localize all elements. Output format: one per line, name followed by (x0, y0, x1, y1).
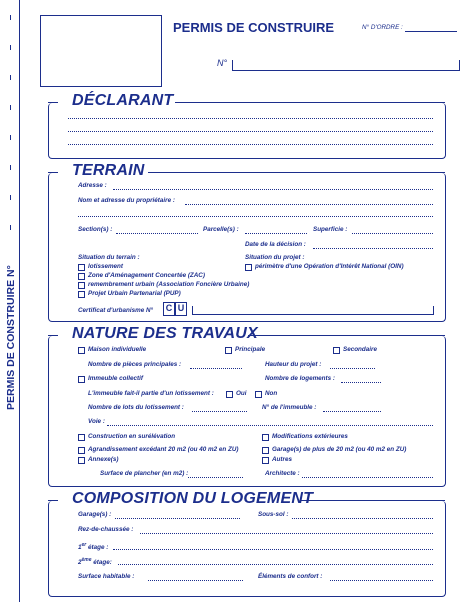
principale-label: Principale (235, 346, 266, 353)
cb-pup[interactable] (78, 291, 85, 298)
opt-zac: Zone d'Aménagement Concertée (ZAC) (88, 272, 205, 279)
nombre-lots-field[interactable] (192, 411, 247, 412)
nombre-lots-label: Nombre de lots du lotissement : (88, 404, 184, 411)
cb-agrandissement[interactable] (78, 447, 85, 454)
etage2-field[interactable] (118, 564, 433, 565)
proprietaire-label: Nom et adresse du propriétaire : (78, 197, 175, 204)
cb-principale[interactable] (225, 347, 232, 354)
annexes-label: Annexe(s) (88, 456, 119, 463)
opt-oin: périmètre d'une Opération d'Intérêt National (OIN) (255, 263, 404, 270)
cb-secondaire[interactable] (333, 347, 340, 354)
number-field[interactable] (232, 60, 460, 71)
adresse-label: Adresse : (78, 182, 107, 189)
autres-label: Autres (272, 456, 292, 463)
cb-autres[interactable] (262, 457, 269, 464)
declarant-line-2[interactable] (68, 131, 433, 132)
parcelles-label: Parcelle(s) : (203, 226, 239, 233)
nombre-logements-label: Nombre de logements : (265, 375, 335, 382)
maison-label: Maison individuelle (88, 346, 147, 353)
superficie-field[interactable] (352, 233, 433, 234)
certificat-label: Certificat d'urbanisme N° (78, 307, 154, 314)
cb-oin[interactable] (245, 264, 252, 271)
situation-terrain-label: Situation du terrain : (78, 254, 140, 261)
date-decision-label: Date de la décision : (245, 241, 306, 248)
voie-field[interactable] (107, 425, 433, 426)
composition-title: COMPOSITION DU LOGEMENT (72, 490, 314, 507)
comp-garages-field[interactable] (115, 518, 240, 519)
order-field[interactable] (405, 31, 457, 32)
proprietaire-field[interactable] (185, 204, 433, 205)
sous-sol-label: Sous-sol : (258, 511, 289, 518)
proprietaire-field-2[interactable] (78, 216, 433, 217)
sous-sol-field[interactable] (292, 518, 433, 519)
logo-box (40, 15, 162, 87)
numero-immeuble-label: N° de l'immeuble : (262, 404, 317, 411)
parcelles-field[interactable] (245, 233, 307, 234)
oui-label: Oui (236, 390, 247, 397)
numero-immeuble-field[interactable] (323, 411, 381, 412)
garages-label: Garage(s) de plus de 20 m2 (ou 40 m2 en ZU) (272, 446, 407, 453)
order-label: N° D'ORDRE : (362, 24, 403, 31)
elements-confort-label: Éléments de confort : (258, 573, 323, 580)
opt-pup: Projet Urbain Partenarial (PUP) (88, 290, 181, 297)
sections-label: Section(s) : (78, 226, 113, 233)
nombre-logements-field[interactable] (341, 382, 381, 383)
surelevation-label: Construction en surélévation (88, 433, 176, 440)
declarant-line-3[interactable] (68, 144, 433, 145)
cb-lotissement[interactable] (78, 264, 85, 271)
rez-field[interactable] (140, 533, 433, 534)
hauteur-field[interactable] (330, 368, 375, 369)
declarant-title: DÉCLARANT (72, 92, 174, 109)
adresse-field[interactable] (113, 189, 433, 190)
etage1-field[interactable] (113, 549, 433, 550)
cu-c: C (163, 302, 175, 316)
superficie-label: Superficie : (313, 226, 348, 233)
cb-modifications[interactable] (262, 434, 269, 441)
architecte-field[interactable] (302, 477, 433, 478)
nature-title: NATURE DES TRAVAUX (72, 325, 258, 342)
number-label: N° (217, 58, 228, 68)
surface-habitable-label: Surface habitable : (78, 573, 135, 580)
modifications-label: Modifications extérieures (272, 433, 348, 440)
spine-title: PERMIS DE CONSTRUIRE N° (5, 265, 17, 410)
etage1-label: 1er étage : (78, 542, 109, 552)
cb-annexes[interactable] (78, 457, 85, 464)
cb-garages[interactable] (262, 447, 269, 454)
surface-plancher-label: Surface de plancher (en m2) : (100, 470, 189, 477)
terrain-title: TERRAIN (72, 162, 145, 179)
fait-partie-label: L'immeuble fait-il partie d'un lotissement : (88, 390, 214, 397)
opt-lotissement: lotissement (88, 263, 123, 270)
surface-habitable-field[interactable] (148, 580, 243, 581)
nombre-pieces-field[interactable] (190, 368, 242, 369)
architecte-label: Architecte : (265, 470, 300, 477)
cu-u: U (175, 302, 187, 316)
cb-maison[interactable] (78, 347, 85, 354)
immeuble-label: Immeuble collectif (88, 375, 143, 382)
opt-afu: remembrement urbain (Association Foncière Urbaine) (88, 281, 250, 288)
certificat-field[interactable] (192, 306, 434, 315)
situation-projet-label: Situation du projet : (245, 254, 305, 261)
cb-surelevation[interactable] (78, 434, 85, 441)
sections-field[interactable] (116, 233, 198, 234)
elements-confort-field[interactable] (330, 580, 433, 581)
declarant-line-1[interactable] (68, 118, 433, 119)
etage2-label: 2ème étage: (78, 557, 112, 567)
non-label: Non (265, 390, 278, 397)
cb-immeuble[interactable] (78, 376, 85, 383)
secondaire-label: Secondaire (343, 346, 377, 353)
cb-afu[interactable] (78, 282, 85, 289)
agrandissement-label: Agrandissement excédant 20 m2 (ou 40 m2 en ZU) (88, 446, 239, 453)
hauteur-label: Hauteur du projet : (265, 361, 322, 368)
form-title: PERMIS DE CONSTRUIRE (173, 20, 335, 35)
cb-non[interactable] (255, 391, 262, 398)
surface-plancher-field[interactable] (188, 477, 243, 478)
voie-label: Voie : (88, 418, 105, 425)
rez-label: Rez-de-chaussée : (78, 526, 134, 533)
nature-box (48, 336, 446, 487)
comp-garages-label: Garage(s) : (78, 511, 112, 518)
nombre-pieces-label: Nombre de pièces principales : (88, 361, 182, 368)
cb-oui[interactable] (226, 391, 233, 398)
date-decision-field[interactable] (313, 248, 433, 249)
cb-zac[interactable] (78, 273, 85, 280)
